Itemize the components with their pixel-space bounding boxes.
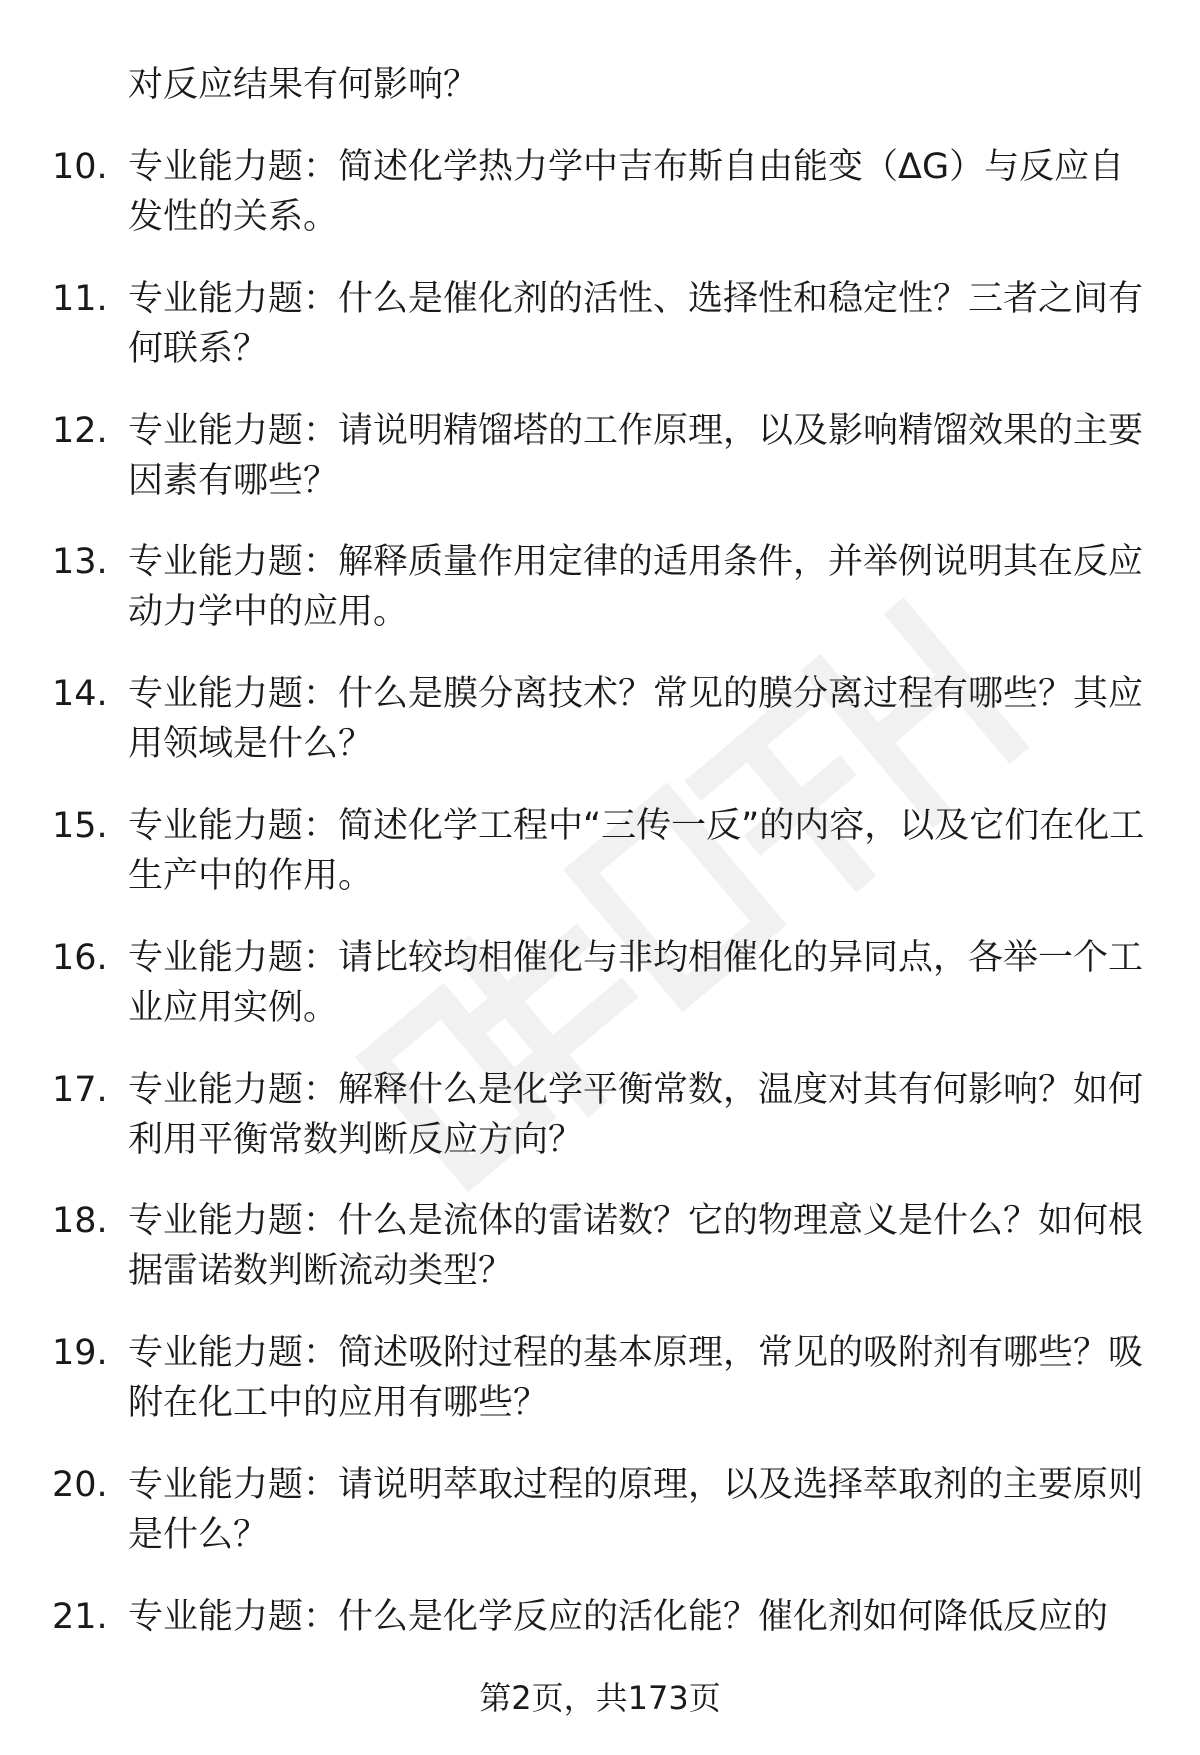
question-text: 专业能力题：请说明精馏塔的工作原理，以及影响精馏效果的主要因素有哪些？ [128, 410, 1144, 501]
question-item [0, 1196, 1200, 1328]
question-number: 19. [52, 1333, 108, 1374]
question-number: 11. [52, 278, 108, 319]
question-item [0, 1065, 1200, 1197]
question-number: 13. [52, 542, 108, 583]
question-list [0, 142, 1200, 1724]
page-footer: 第2页，共173页 [479, 1679, 721, 1717]
question-number: 21. [52, 1596, 108, 1637]
question-text: 专业能力题：什么是流体的雷诺数？它的物理意义是什么？如何根据雷诺数判断流动类型？ [128, 1201, 1144, 1292]
question-text: 专业能力题：简述化学工程中“三传一反”的内容，以及它们在化工生产中的作用。 [128, 805, 1145, 896]
question-item [0, 406, 1200, 538]
question-number: 15. [52, 805, 108, 846]
question-item [0, 142, 1200, 274]
question-text: 专业能力题：什么是化学反应的活化能？催化剂如何降低反应的 [128, 1596, 1109, 1637]
question-item [0, 801, 1200, 933]
question-number: 10. [52, 147, 108, 187]
question-number: 12. [52, 410, 108, 451]
question-text: 专业能力题：什么是膜分离技术？常见的膜分离过程有哪些？其应用领域是什么？ [128, 674, 1144, 765]
question-item [0, 1328, 1200, 1460]
question-number: 18. [52, 1201, 108, 1242]
question-text: 专业能力题：请说明萃取过程的原理，以及选择萃取剂的主要原则是什么？ [128, 1464, 1144, 1555]
question-item [0, 1460, 1200, 1592]
question-text: 专业能力题：解释质量作用定律的适用条件，并举例说明其在反应动力学中的应用。 [128, 542, 1144, 633]
question-text: 专业能力题：简述吸附过程的基本原理，常见的吸附剂有哪些？吸附在化工中的应用有哪些？ [128, 1333, 1144, 1424]
question-text: 专业能力题：什么是催化剂的活性、选择性和稳定性？三者之间有何联系？ [128, 278, 1144, 369]
question-number: 20. [52, 1464, 108, 1505]
question-text: 专业能力题：请比较均相催化与非均相催化的异同点，各举一个工业应用实例。 [128, 937, 1144, 1028]
continuation-text: 对反应结果有何影响？ [128, 65, 479, 105]
question-number: 16. [52, 937, 108, 978]
question-number: 17. [52, 1069, 108, 1110]
question-item [0, 669, 1200, 801]
question-item [0, 274, 1200, 406]
question-item [0, 933, 1200, 1065]
question-text: 专业能力题：解释什么是化学平衡常数，温度对其有何影响？如何利用平衡常数判断反应方向？ [128, 1069, 1144, 1160]
question-text: 专业能力题：简述化学热力学中吉布斯自由能变（ΔG）与反应自发性的关系。 [128, 147, 1125, 237]
question-number: 14. [52, 674, 108, 715]
question-item [0, 537, 1200, 669]
